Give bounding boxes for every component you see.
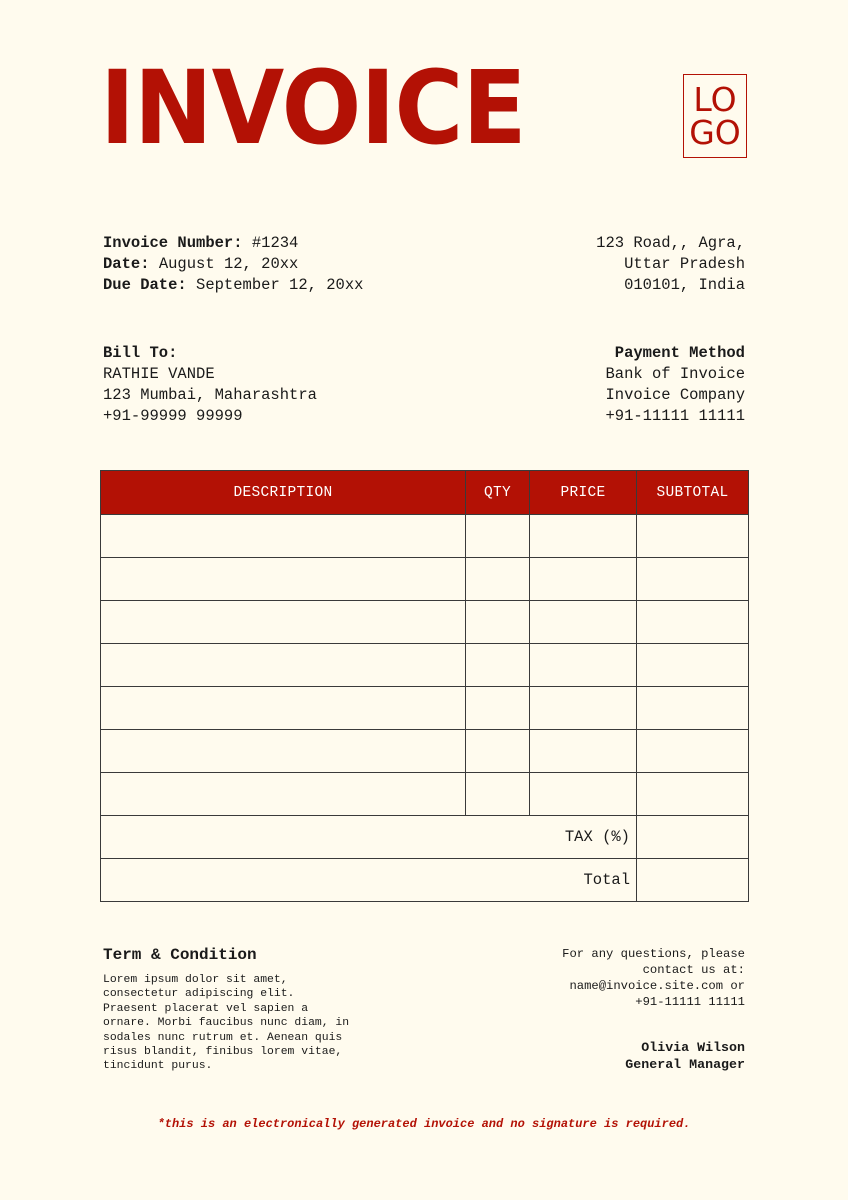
table-row bbox=[101, 644, 749, 687]
tax-row bbox=[101, 816, 749, 859]
cell-description bbox=[101, 515, 466, 558]
invoice-number-label: Invoice Number: bbox=[103, 234, 243, 252]
due-date-label: Due Date: bbox=[103, 276, 187, 294]
cell-price bbox=[530, 558, 637, 601]
signer-role: General Manager bbox=[625, 1057, 745, 1072]
tax-label: TAX (%) bbox=[101, 816, 637, 859]
company-address bbox=[596, 233, 745, 296]
contact-phone: +91-11111 11111 bbox=[635, 995, 745, 1009]
cell-qty bbox=[466, 558, 530, 601]
bill-to bbox=[103, 343, 317, 427]
table-header-row bbox=[101, 471, 749, 515]
cell-price bbox=[530, 644, 637, 687]
cell-price bbox=[530, 601, 637, 644]
cell-qty bbox=[466, 687, 530, 730]
payment-company: Invoice Company bbox=[605, 386, 745, 404]
table-row bbox=[101, 773, 749, 816]
cell-description bbox=[101, 687, 466, 730]
terms-title: Term & Condition bbox=[103, 946, 257, 964]
cell-price bbox=[530, 730, 637, 773]
column-header-price: PRICE bbox=[530, 471, 637, 515]
cell-price bbox=[530, 687, 637, 730]
contact-info bbox=[515, 946, 745, 1010]
table-row bbox=[101, 515, 749, 558]
bill-to-name: RATHIE VANDE bbox=[103, 365, 215, 383]
footer-note: *this is an electronically generated invoice and no signature is required. bbox=[157, 1117, 691, 1131]
logo-text-line2: GO bbox=[689, 113, 741, 152]
invoice-details bbox=[103, 233, 363, 296]
payment-phone: +91-11111 11111 bbox=[605, 407, 745, 425]
table-row bbox=[101, 687, 749, 730]
cell-price bbox=[530, 773, 637, 816]
contact-line-1: For any questions, please bbox=[562, 947, 745, 961]
cell-description bbox=[101, 644, 466, 687]
cell-subtotal bbox=[637, 515, 749, 558]
bill-to-phone: +91-99999 99999 bbox=[103, 407, 243, 425]
cell-subtotal bbox=[637, 644, 749, 687]
company-logo bbox=[683, 74, 747, 158]
address-line-3: 010101, India bbox=[624, 276, 745, 294]
table-row bbox=[101, 730, 749, 773]
cell-description bbox=[101, 730, 466, 773]
column-header-description: DESCRIPTION bbox=[101, 471, 466, 515]
invoice-title: INVOICE bbox=[100, 49, 526, 168]
cell-qty bbox=[466, 773, 530, 816]
date-value: August 12, 20xx bbox=[158, 255, 299, 273]
table-row bbox=[101, 601, 749, 644]
total-value bbox=[637, 859, 749, 902]
cell-qty bbox=[466, 601, 530, 644]
cell-subtotal bbox=[637, 773, 749, 816]
cell-price bbox=[530, 515, 637, 558]
column-header-qty: QTY bbox=[466, 471, 530, 515]
bill-to-label: Bill To: bbox=[103, 344, 178, 362]
signer-block bbox=[625, 1039, 745, 1073]
payment-method-label: Payment Method bbox=[614, 344, 745, 362]
invoice-number-value: #1234 bbox=[251, 234, 299, 252]
address-line-1: 123 Road,, Agra, bbox=[596, 234, 745, 252]
signer-name: Olivia Wilson bbox=[641, 1040, 745, 1055]
total-label: Total bbox=[101, 859, 637, 902]
payment-bank: Bank of Invoice bbox=[605, 365, 745, 383]
cell-qty bbox=[466, 515, 530, 558]
invoice-items-table bbox=[100, 470, 749, 902]
contact-email: name@invoice.site.com or bbox=[569, 979, 745, 993]
cell-subtotal bbox=[637, 558, 749, 601]
column-header-subtotal: SUBTOTAL bbox=[637, 471, 749, 515]
cell-subtotal bbox=[637, 601, 749, 644]
terms-body: Lorem ipsum dolor sit amet, consectetur adipiscing elit. Praesent placerat vel sapien a ornare. Morbi faucibus nunc diam, in sodales nunc rutrum et. Aenean quis risus blandit, finibus lorem vitae, tincidunt purus. bbox=[103, 974, 350, 1073]
logo-text-line1: LO bbox=[693, 80, 737, 119]
date-label: Date: bbox=[103, 255, 150, 273]
address-line-2: Uttar Pradesh bbox=[624, 255, 745, 273]
tax-value bbox=[637, 816, 749, 859]
contact-line-2: contact us at: bbox=[642, 963, 745, 977]
cell-description bbox=[101, 558, 466, 601]
bill-to-address: 123 Mumbai, Maharashtra bbox=[103, 386, 317, 404]
cell-qty bbox=[466, 644, 530, 687]
due-date-value: September 12, 20xx bbox=[196, 276, 364, 294]
cell-description bbox=[101, 773, 466, 816]
cell-subtotal bbox=[637, 730, 749, 773]
total-row bbox=[101, 859, 749, 902]
cell-description bbox=[101, 601, 466, 644]
table-row bbox=[101, 558, 749, 601]
cell-subtotal bbox=[637, 687, 749, 730]
payment-method bbox=[605, 343, 745, 427]
cell-qty bbox=[466, 730, 530, 773]
